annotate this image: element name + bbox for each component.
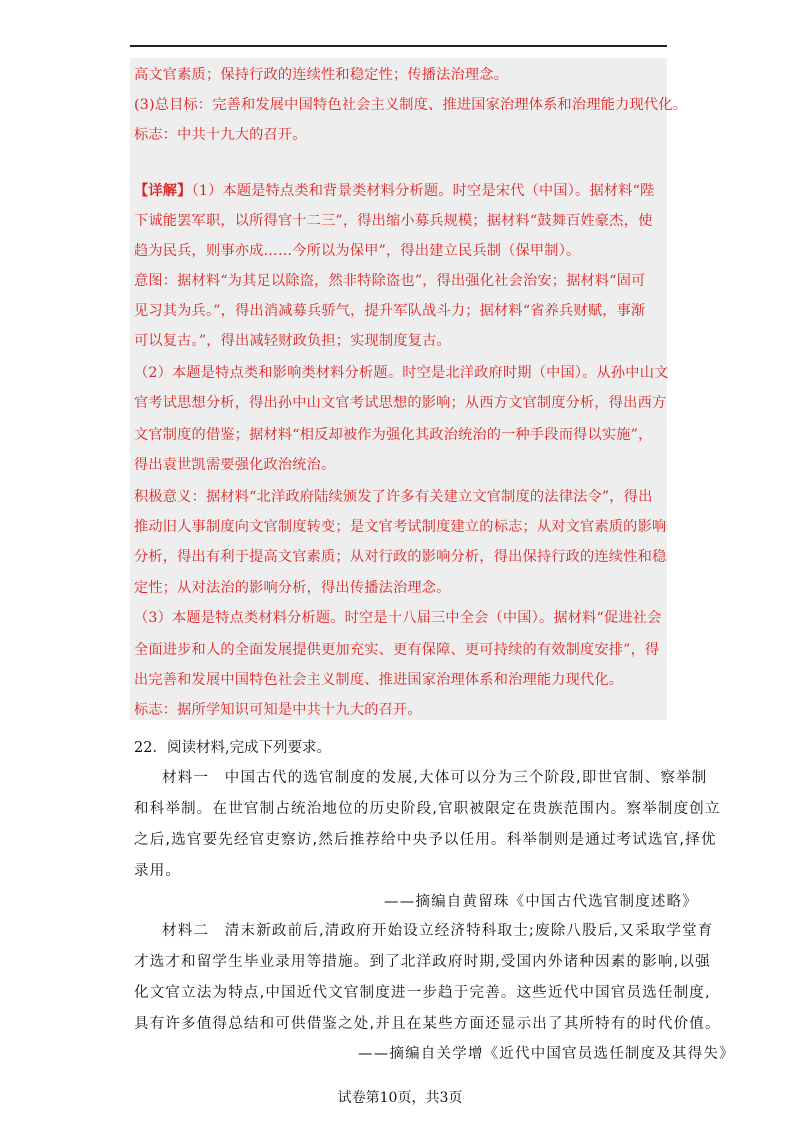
page-footer: 试卷第10页，共3页 — [337, 1090, 463, 1106]
answer-line-2: (3)总目标：完善和发展中国特色社会主义制度、推进国家治理体系和治理能力现代化。 — [134, 97, 688, 113]
material2-line-1: 材料二 清末新政前后,清政府开始设立经济特科取士;废除八股后,又采取学堂育 — [162, 923, 714, 939]
top-rule — [130, 45, 667, 47]
detail-line-3: 趋为民兵，则事亦成……今所以为保甲”，得出建立民兵制（保甲制）。 — [134, 243, 581, 259]
material2-line-3: 化文官立法为特点,中国近代文官制度进一步趋于完善。这些近代中国官员选任制度, — [134, 985, 711, 1001]
question-title: 22．阅读材料,完成下列要求。 — [134, 740, 332, 756]
detail-line-12: 推动旧人事制度向文官制度转变；是文官考试制度建立的标志；从对文官素质的影响 — [134, 519, 667, 535]
material2-source: ——摘编自关学增《近代中国官员选任制度及其得失》 — [358, 1046, 735, 1062]
detail-line-6: 可以复古。”，得出减轻财政负担；实现制度复古。 — [134, 333, 451, 349]
detail-line-11: 积极意义：据材料“北洋政府陆续颁发了许多有关建立文官制度的法律法令”，得出 — [134, 489, 653, 505]
material1-line-3: 之后,选官要先经官吏察访,然后推荐给中央予以任用。科举制则是通过考试选官,择优 — [134, 832, 717, 848]
detail-line-16: 全面进步和人的全面发展提供更加充实、更有保障、更可持续的有效制度安排”，得 — [134, 642, 660, 658]
answer-line-3: 标志：中共十九大的召开。 — [134, 127, 307, 143]
material1-line-1: 材料一 中国古代的选官制度的发展,大体可以分为三个阶段,即世官制、察举制 — [162, 770, 708, 786]
answer-line-1: 高文官素质；保持行政的连续性和稳定性；传播法治理念。 — [134, 67, 509, 83]
detail-line-10: 得出袁世凯需要强化政治统治。 — [134, 457, 336, 473]
detail-line-17: 出完善和发展中国特色社会主义制度、推进国家治理体系和治理能力现代化。 — [134, 672, 624, 688]
detail-line-5: 见习其为兵。”，得出消减募兵骄气，提升军队战斗力；据材料“省养兵财赋，事渐 — [134, 303, 646, 319]
detail-line-4: 意图：据材料“为其足以除盗，然非特除盗也”，得出强化社会治安；据材料“固可 — [134, 273, 646, 289]
detail-line-18: 标志：据所学知识可知是中共十九大的召开。 — [134, 702, 422, 718]
detail-line-8: 官考试思想分析，得出孙中山文官考试思想的影响；从西方文官制度分析，得出西方 — [134, 395, 667, 411]
detail-line-13: 分析，得出有利于提高文官素质；从对行政的影响分析，得出保持行政的连续性和稳 — [134, 549, 667, 565]
detail-label: 【详解】 — [134, 183, 192, 199]
detail-line-15: （3）本题是特点类材料分析题。时空是十八届三中全会（中国）。据材料“促进社会 — [134, 610, 662, 626]
detail-line-1: 【详解】（1）本题是特点类和背景类材料分析题。时空是宋代（中国）。据材料“陛 — [134, 183, 655, 199]
material1-line-2: 和科举制。在世官制占统治地位的历史阶段,官职被限定在贵族范围内。察举制度创立 — [134, 801, 721, 817]
material2-line-2: 才选才和留学生毕业录用等措施。到了北洋政府时期,受国内外诸种因素的影响,以强 — [134, 954, 711, 970]
detail-line-9: 文官制度的借鉴；据材料“相反却被作为强化其政治统治的一种手段而得以实施”， — [134, 427, 653, 443]
detail-line-14: 定性；从对法治的影响分析，得出传播法治理念。 — [134, 580, 451, 596]
material1-line-4: 录用。 — [134, 863, 182, 879]
detail-line-7: （2）本题是特点类和影响类材料分析题。时空是北洋政府时期（中国）。从孙中山文 — [134, 365, 669, 381]
material2-line-4: 具有许多值得总结和可供借鉴之处,并且在某些方面还显示出了其所特有的时代价值。 — [134, 1016, 721, 1032]
material1-source: ——摘编自黄留珠《中国古代选官制度述略》 — [384, 894, 698, 910]
detail-line-2: 下诚能罢军职，以所得官十二三”，得出缩小募兵规模；据材料“鼓舞百姓豪杰，使 — [134, 213, 653, 229]
